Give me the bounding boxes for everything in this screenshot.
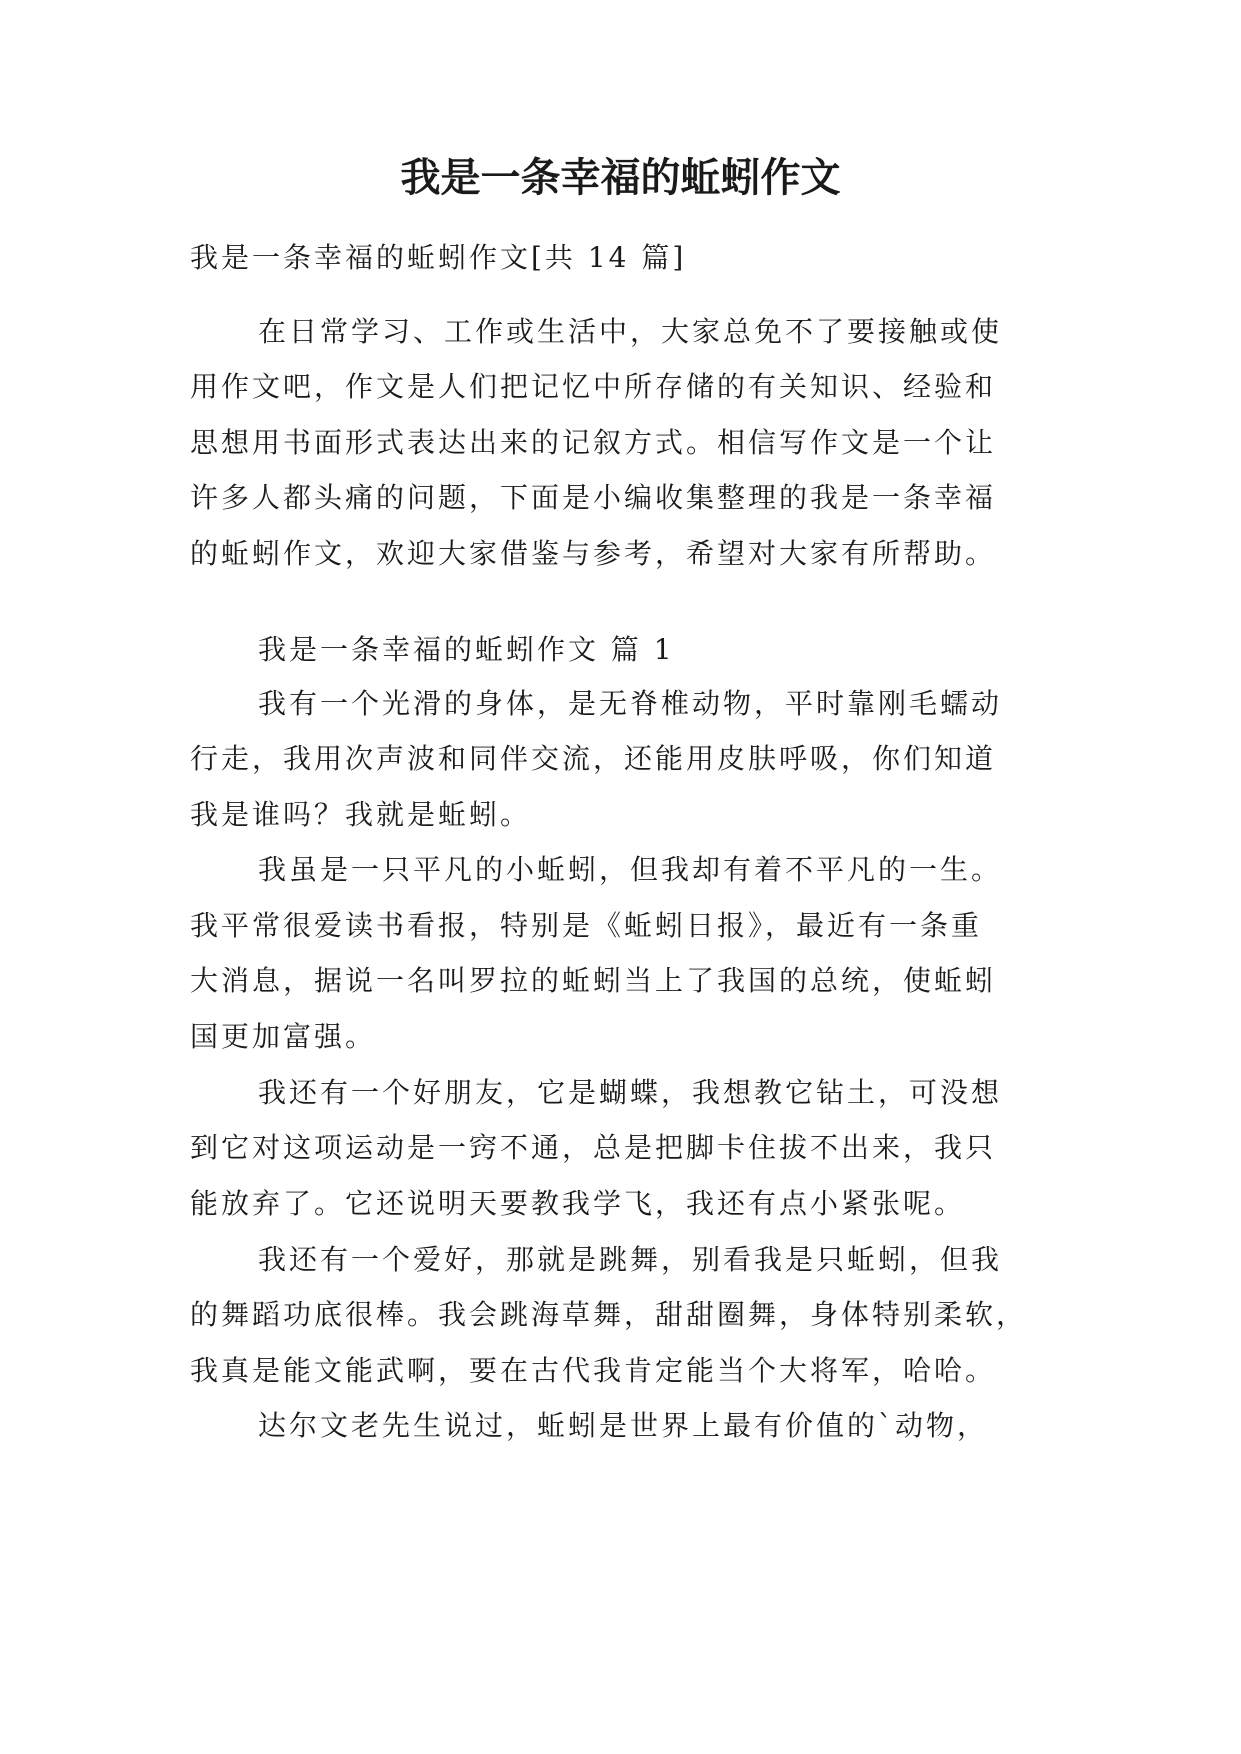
paragraph-line: 我平常很爱读书看报，特别是《蚯蚓日报》，最近有一条重	[190, 909, 983, 942]
paragraph-line: 我还有一个爱好，那就是跳舞，别看我是只蚯蚓，但我	[258, 1243, 1003, 1276]
paragraph-line: 我是谁吗？我就是蚯蚓。	[190, 798, 532, 831]
paragraph-line: 国更加富强。	[190, 1020, 377, 1053]
section-heading: 我是一条幸福的蚯蚓作文 篇 1	[258, 633, 675, 666]
intro-line: 在日常学习、工作或生活中，大家总免不了要接触或使	[258, 315, 1003, 348]
paragraph-line: 我还有一个好朋友，它是蝴蝶，我想教它钻土，可没想	[258, 1076, 1003, 1109]
paragraph-line: 大消息，据说一名叫罗拉的蚯蚓当上了我国的总统，使蚯蚓	[190, 964, 997, 997]
paragraph-line: 能放弃了。它还说明天要教我学飞，我还有点小紧张呢。	[190, 1187, 966, 1220]
collection-heading: 我是一条幸福的蚯蚓作文[共 14 篇]	[190, 241, 687, 274]
paragraph-line: 到它对这项运动是一窍不通，总是把脚卡住拔不出来，我只	[190, 1131, 997, 1164]
intro-line: 许多人都头痛的问题，下面是小编收集整理的我是一条幸福	[190, 481, 997, 514]
paragraph-line: 我真是能文能武啊，要在古代我肯定能当个大将军，哈哈。	[190, 1354, 997, 1387]
paragraph-line: 我有一个光滑的身体，是无脊椎动物，平时靠刚毛蠕动	[258, 687, 1003, 720]
paragraph-line: 达尔文老先生说过，蚯蚓是世界上最有价值的`动物，	[258, 1409, 989, 1442]
document-title: 我是一条幸福的蚯蚓作文	[400, 154, 841, 201]
intro-line: 的蚯蚓作文，欢迎大家借鉴与参考，希望对大家有所帮助。	[190, 537, 997, 570]
intro-line: 用作文吧，作文是人们把记忆中所存储的有关知识、经验和	[190, 370, 997, 403]
paragraph-line: 的舞蹈功底很棒。我会跳海草舞，甜甜圈舞，身体特别柔软，	[190, 1298, 1028, 1331]
intro-line: 思想用书面形式表达出来的记叙方式。相信写作文是一个让	[190, 426, 997, 459]
paragraph-line: 我虽是一只平凡的小蚯蚓，但我却有着不平凡的一生。	[258, 853, 1003, 886]
paragraph-line: 行走，我用次声波和同伴交流，还能用皮肤呼吸，你们知道	[190, 742, 997, 775]
